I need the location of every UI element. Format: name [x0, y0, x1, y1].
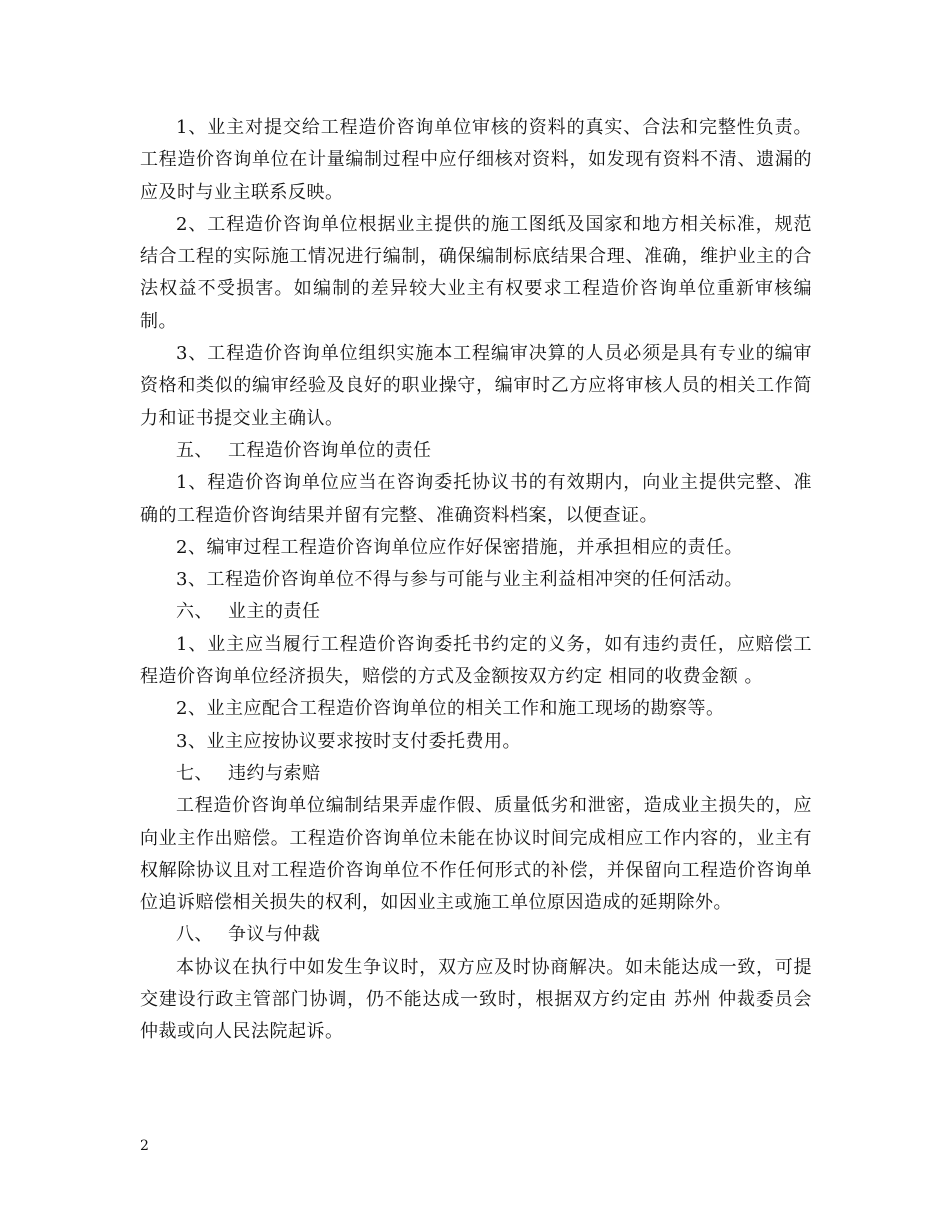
section-number: 五、: [176, 439, 213, 461]
section-title: 工程造价咨询单位的责任: [228, 439, 432, 461]
paragraph-confidentiality: 2、编审过程工程造价咨询单位应作好保密措施，并承担相应的责任。: [176, 536, 743, 558]
section-number: 七、: [176, 762, 213, 784]
section-title: 违约与索赔: [228, 762, 321, 784]
paragraph-owner-cooperation: 2、业主应配合工程造价咨询单位的相关工作和施工现场的勘察等。: [176, 698, 725, 720]
paragraph-conflict-of-interest: 3、工程造价咨询单位不得与参与可能与业主利益相冲突的任何活动。: [176, 569, 743, 591]
section-heading-breach-and-claims: [140, 758, 812, 790]
paragraph-breach-compensation: 工程造价咨询单位编制结果弄虚作假、质量低劣和泄密，造成业主损失的，应向业主作出赔偿。工程造价咨询单位未能在协议时间完成相应工作内容的，业主有权解除协议且对工程造价咨询单位不作任何形式的补偿，并保留向工程造价咨询单位追诉赔偿相关损失的权利，如因业主或施工单位原因造成的延期除外。: [140, 795, 812, 914]
section-title: 业主的责任: [228, 601, 321, 623]
section-title: 争议与仲裁: [228, 924, 321, 946]
section-heading-consultant-responsibility: [140, 435, 812, 467]
paragraph-consultant-results: 1、程造价咨询单位应当在咨询委托协议书的有效期内，向业主提供完整、准确的工程造价咨询结果并留有完整、准确资料档案，以便查证。: [140, 472, 812, 526]
section-heading-dispute-arbitration: [140, 919, 812, 951]
paragraph-owner-data-responsibility: 1、业主对提交给工程造价咨询单位审核的资料的真实、合法和完整性负责。工程造价咨询单位在计量编制过程中应仔细核对资料，如发现有资料不清、遗漏的应及时与业主联系反映。: [140, 117, 812, 203]
paragraph-staff-qualification: 3、工程造价咨询单位组织实施本工程编审决算的人员必须是具有专业的编审资格和类似的编审经验及良好的职业操守，编审时乙方应将审核人员的相关工作简力和证书提交业主确认。: [140, 343, 812, 429]
section-number: 六、: [176, 601, 213, 623]
section-heading-owner-responsibility: [140, 596, 812, 628]
document-body: [140, 112, 812, 1049]
page-number: 2: [140, 1138, 149, 1154]
paragraph-owner-payment: 3、业主应按协议要求按时支付委托费用。: [176, 730, 521, 752]
paragraph-consultant-compilation: 2、工程造价咨询单位根据业主提供的施工图纸及国家和地方相关标准，规范结合工程的实际施工情况进行编制，确保编制标底结果合理、准确，维护业主的合法权益不受损害。如编制的差异较大业主有权要求工程造价咨询单位重新审核编制。: [140, 213, 812, 332]
paragraph-owner-obligations: 1、业主应当履行工程造价咨询委托书约定的义务，如有违约责任，应赔偿工程造价咨询单位经济损失，赔偿的方式及金额按双方约定 相同的收费金额 。: [140, 633, 812, 688]
paragraph-dispute-resolution: 本协议在执行中如发生争议时，双方应及时协商解决。如未能达成一致，可提交建设行政主管部门协调，仍不能达成一致时，根据双方约定由 苏州 仲裁委员会仲裁或向人民法院起诉。: [140, 956, 812, 1043]
section-number: 八、: [176, 924, 213, 946]
